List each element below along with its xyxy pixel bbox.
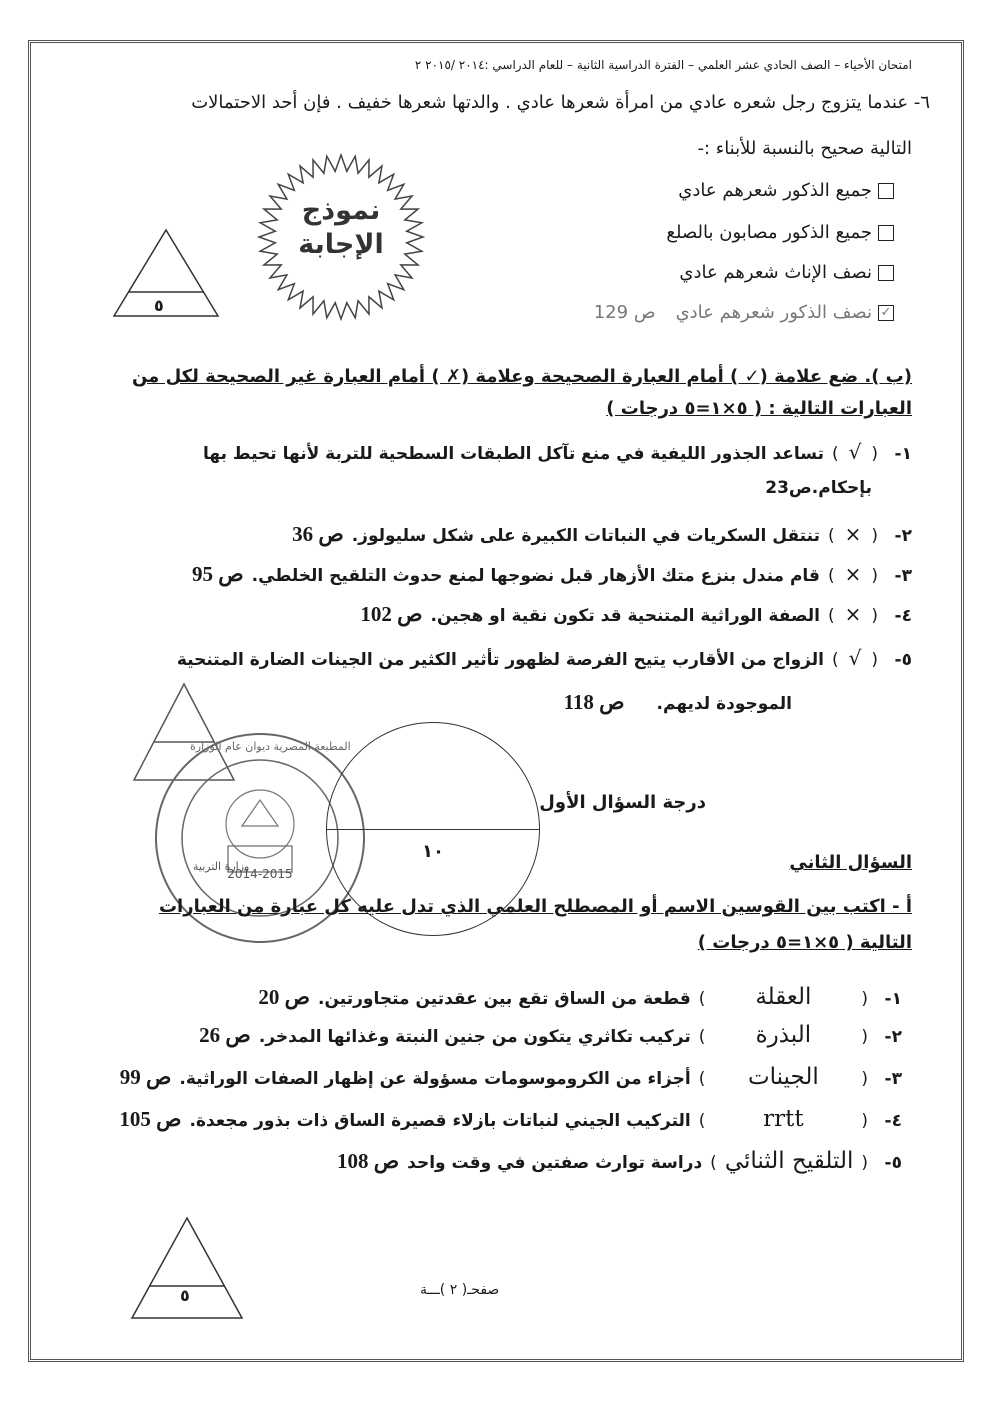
tf-item-2: ٢- (×) تنتقل السكريات في النباتات الكبيرة على شكل سليولوز. ص 36 bbox=[292, 522, 912, 546]
term-item-1: ١- ( العقلة ) قطعة من الساق تقع بين عقدتين متجاورتين. ص 20 bbox=[258, 984, 902, 1010]
option-1 bbox=[678, 180, 894, 201]
item-text: دراسة توارث صفتين في وقت واحد bbox=[407, 1153, 703, 1173]
option-label: نصف الإناث شعرهم عادي bbox=[679, 262, 872, 283]
item-number: ٣- bbox=[884, 1069, 902, 1089]
item-number: ١- bbox=[894, 444, 912, 464]
term-item-2: ٢- ( البذرة ) تركيب تكاثري يتكون من جنين النبتة وغذائها المدخر. ص 26 bbox=[199, 1022, 902, 1048]
item-text: تركيب تكاثري يتكون من جنين النبتة وغذائها المدخر. bbox=[258, 1027, 691, 1047]
question-6-line-2: التالية صحيح بالنسبة للأبناء :- bbox=[697, 138, 912, 159]
checkbox-empty-icon bbox=[878, 183, 894, 199]
item-number: ٥- bbox=[894, 650, 912, 670]
term-item-4: ٤- ( rrtt ) التركيب الجيني لنباتات بازلاء قصيرة الساق ذات بذور مجعدة. ص 105 bbox=[119, 1106, 902, 1132]
item-number: ٤- bbox=[884, 1111, 902, 1131]
page-reference: ص 108 bbox=[337, 1149, 400, 1173]
stamp-line-1: نموذج bbox=[301, 195, 381, 226]
option-2 bbox=[666, 222, 894, 243]
page-number: صفحـ( ٢ )ـــة bbox=[420, 1282, 500, 1298]
term-item-3: ٣- ( الجينات ) أجزاء من الكروموسومات مسؤولة عن إظهار الصفات الوراثية. ص 99 bbox=[119, 1064, 902, 1090]
page-reference: ص 95 bbox=[191, 562, 244, 586]
answer-key-stamp-text bbox=[256, 194, 426, 262]
item-text: قطعة من الساق تقع بين عقدتين متجاورتين. bbox=[318, 989, 691, 1009]
tf-item-1: ١- (√) تساعد الجذور الليفية في منع تآكل الطبقات السطحية للتربة لأنها تحيط بها bbox=[202, 440, 912, 464]
section-b-subtitle: العبارات التالية : ( ٥×١=٥ درجات ) bbox=[606, 398, 912, 419]
tf-item-4: ٤- (×) الصفة الوراثية المتنحية قد تكون نقية او هجين. ص 102 bbox=[360, 602, 912, 626]
svg-text:2014-2015: 2014-2015 bbox=[227, 867, 293, 881]
question-6-text: عندما يتزوج رجل شعره عادي من امرأة شعرها عادي . والدتها شعرها خفيف . فإن أحد الاحتمالات bbox=[191, 92, 909, 113]
option-label: نصف الذكور شعرهم عادي bbox=[675, 302, 872, 323]
seal-caption: المطبعة المصرية ديوان عام الوزارة bbox=[190, 740, 351, 753]
item-text: الزواج من الأقارب يتيح الفرصة لظهور تأثير الكثير من الجينات الضارة المتنحية bbox=[176, 650, 824, 670]
option-4-correct bbox=[594, 302, 894, 323]
grade-triangle-value: ٥ bbox=[154, 296, 164, 315]
term-item-5: ٥- ( التلقيح الثنائي ) دراسة توارث صفتين في وقت واحد ص 108 bbox=[337, 1148, 902, 1174]
section-b-title: (ب ). ضع علامة (✓ ) أمام العبارة الصحيحة وعلامة (✗ ) أمام العبارة غير الصحيحة لكل من bbox=[131, 366, 912, 387]
page-reference: ص 99 bbox=[119, 1065, 172, 1089]
item-text: أجزاء من الكروموسومات مسؤولة عن إظهار الصفات الوراثية. bbox=[179, 1069, 691, 1089]
circle-divider bbox=[327, 829, 539, 830]
item-text-cont: بإحكام.ص23 bbox=[765, 478, 872, 498]
item-text-cont: الموجودة لديهم. bbox=[656, 694, 792, 714]
item-text: تنتقل السكريات في النباتات الكبيرة على شكل سليولوز. bbox=[351, 526, 820, 546]
question-2-title: السؤال الثاني bbox=[789, 852, 912, 873]
option-label: جميع الذكور مصابون بالصلع bbox=[666, 222, 872, 243]
tf-item-5-cont bbox=[564, 690, 792, 715]
item-number: ٢- bbox=[894, 526, 912, 546]
answer-handwritten: التلقيح الثنائي bbox=[724, 1148, 854, 1174]
exam-header: امتحان الأحياء – الصف الحادي عشر العلمي – الفترة الدراسية الثانية – للعام الدراسي :٢٠١٤ /٢٠١٥ ٢ bbox=[414, 58, 912, 72]
checkbox-checked-icon: ✓ bbox=[878, 305, 894, 321]
item-text: التركيب الجيني لنباتات بازلاء قصيرة الساق ذات بذور مجعدة. bbox=[189, 1111, 691, 1131]
tf-item-1-cont bbox=[765, 478, 872, 498]
option-label: جميع الذكور شعرهم عادي bbox=[678, 180, 872, 201]
answer-mark: × bbox=[844, 602, 862, 626]
first-question-grade: ١٠ bbox=[422, 841, 444, 862]
tf-item-5: ٥- (√) الزواج من الأقارب يتيح الفرصة لظهور تأثير الكثير من الجينات الضارة المتنحية bbox=[176, 646, 912, 670]
question-6-number: ٦- bbox=[913, 92, 930, 113]
answer-mark: √ bbox=[848, 440, 862, 464]
page-reference: ص 118 bbox=[563, 690, 625, 714]
item-text: الصفة الوراثية المتنحية قد تكون نقية او هجين. bbox=[430, 606, 820, 626]
grade-triangle-value: ٥ bbox=[180, 1286, 190, 1305]
item-number: ٤- bbox=[894, 606, 912, 626]
question-2-line-1: أ - اكتب بين القوسين الاسم أو المصطلح العلمي الذي تدل عليه كل عبارة من العبارات bbox=[158, 896, 912, 917]
page-reference: ص 102 bbox=[360, 602, 423, 626]
first-question-grade-label: درجة السؤال الأول bbox=[539, 792, 706, 813]
page-reference: ص 20 bbox=[258, 985, 311, 1009]
page-reference: ص 26 bbox=[199, 1023, 251, 1047]
item-number: ٥- bbox=[884, 1153, 902, 1173]
item-text: تساعد الجذور الليفية في منع تآكل الطبقات السطحية للتربة لأنها تحيط بها bbox=[202, 444, 824, 464]
answer-mark: × bbox=[844, 522, 862, 546]
grade-triangle-icon bbox=[112, 228, 220, 318]
seal-ministry-label: وزارة التربية bbox=[193, 860, 250, 873]
tf-item-3: ٣- (×) قام مندل بنزع متك الأزهار قبل نضوجها لمنع حدوث التلقيح الخلطي. ص 95 bbox=[191, 562, 912, 586]
page-reference: ص 105 bbox=[119, 1107, 182, 1131]
answer-mark: √ bbox=[848, 646, 862, 670]
answer-handwritten: rrtt bbox=[763, 1106, 804, 1132]
item-text: قام مندل بنزع متك الأزهار قبل نضوجها لمنع حدوث التلقيح الخلطي. bbox=[251, 566, 820, 586]
option-3 bbox=[679, 262, 894, 283]
question-6-line-1 bbox=[191, 92, 930, 113]
option-page-note: ص 129 bbox=[593, 302, 656, 323]
item-number: ٢- bbox=[884, 1027, 902, 1047]
item-number: ٣- bbox=[894, 566, 912, 586]
item-number: ١- bbox=[884, 989, 902, 1009]
checkbox-empty-icon bbox=[878, 225, 894, 241]
question-2-line-2: التالية ( ٥×١=٥ درجات ) bbox=[697, 932, 912, 953]
answer-handwritten: الجينات bbox=[747, 1064, 819, 1090]
answer-handwritten: البذرة bbox=[755, 1022, 812, 1048]
checkbox-empty-icon bbox=[878, 265, 894, 281]
answer-handwritten: العقلة bbox=[755, 984, 812, 1010]
stamp-line-2: الإجابة bbox=[298, 229, 384, 260]
answer-mark: × bbox=[844, 562, 862, 586]
page-reference: ص 36 bbox=[292, 522, 344, 546]
